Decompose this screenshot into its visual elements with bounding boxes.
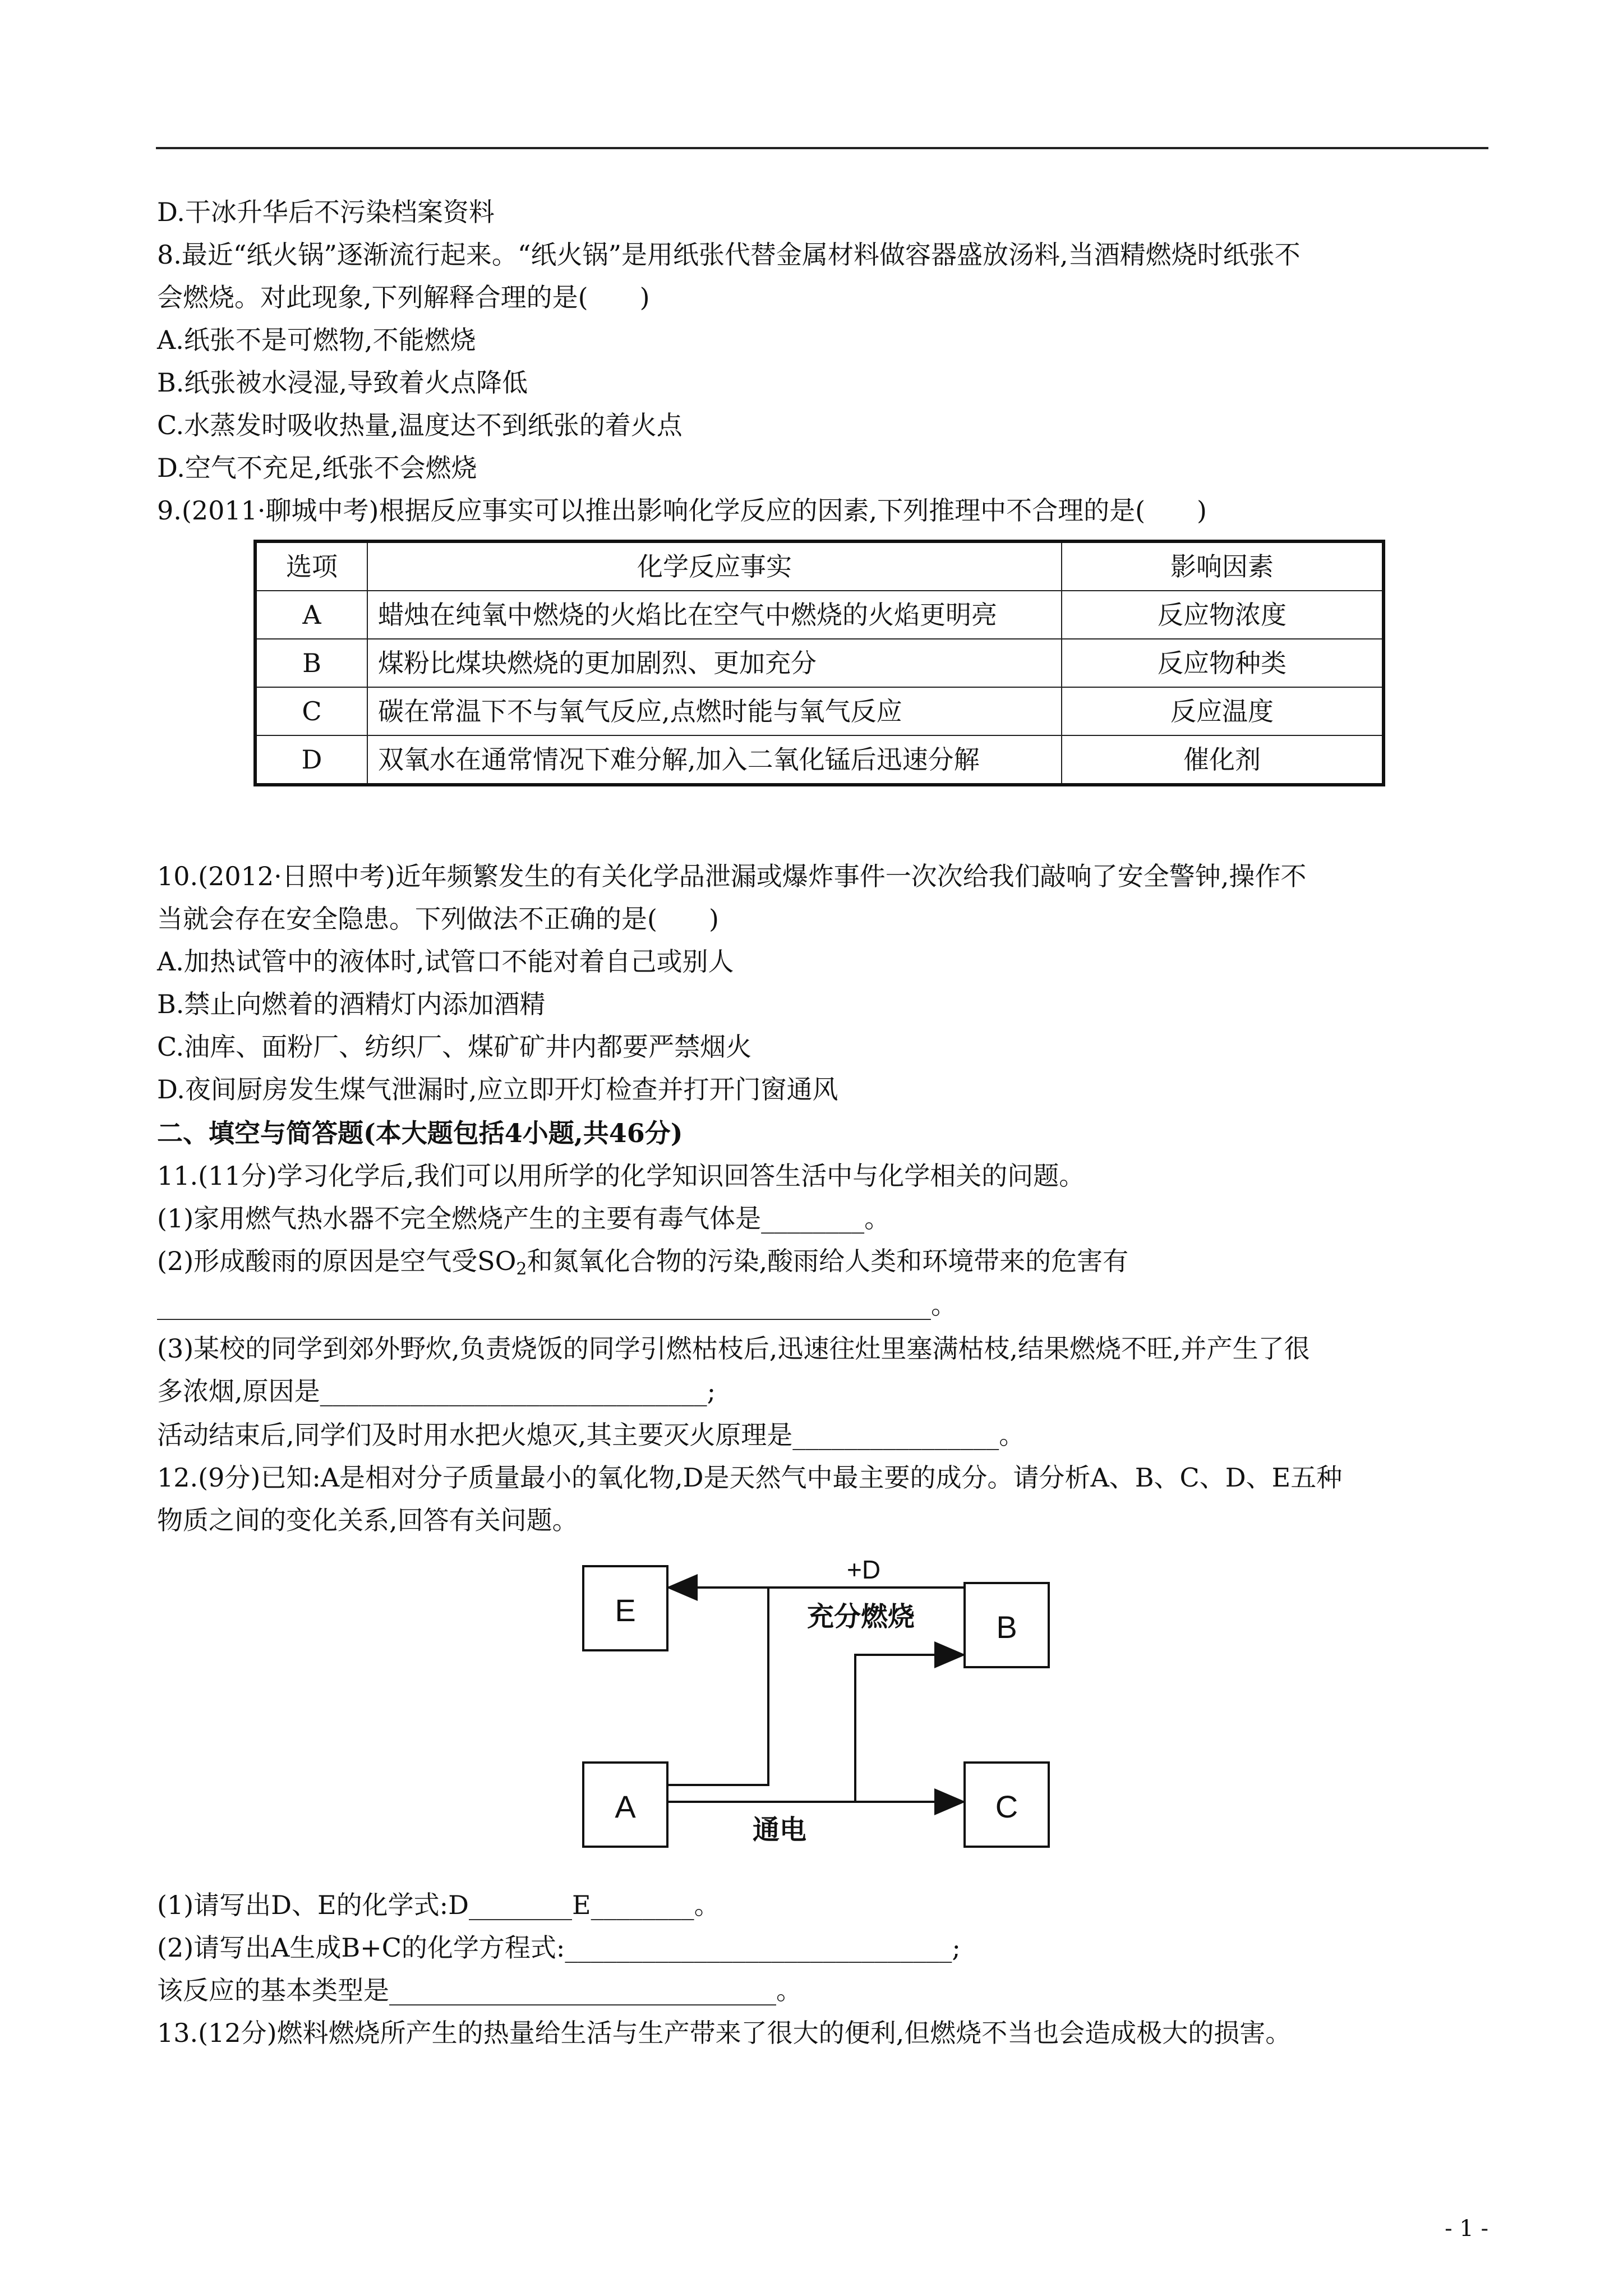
option-b: B.禁止向燃着的酒精灯内添加酒精 — [157, 989, 546, 1019]
option-d: D.夜间厨房发生煤气泄漏时,应立即开灯检查并打开门窗通风 — [157, 1074, 838, 1105]
table-header-row — [255, 541, 1384, 591]
text-line: 会燃烧。对此现象,下列解释合理的是( ) — [157, 282, 650, 312]
blank-line: 活动结束后,同学们及时用水把火熄灭,其主要灭火原理是________________。 — [157, 1420, 1025, 1450]
option-a: A.纸张不是可燃物,不能燃烧 — [157, 325, 476, 355]
option-c: C.水蒸发时吸收热量,温度达不到纸张的着火点 — [157, 410, 683, 440]
header-rule — [156, 147, 1488, 149]
blank-line: 多浓烟,原因是______________________________; — [157, 1376, 716, 1406]
arrow-to-b — [855, 1655, 963, 1802]
row-factor: 催化剂 — [1062, 735, 1384, 785]
table-row — [255, 687, 1384, 735]
row-fact: 蜡烛在纯氧中燃烧的火焰比在空气中燃烧的火焰更明亮 — [367, 591, 1062, 639]
text-part: 和氮氧化合物的污染,酸雨给人类和环境带来的危害有 — [527, 1246, 1129, 1276]
header-factor: 影响因素 — [1062, 541, 1384, 591]
header-option: 选项 — [255, 541, 367, 591]
label-b: B — [996, 1609, 1017, 1645]
row-factor: 反应物浓度 — [1062, 591, 1384, 639]
row-factor: 反应温度 — [1062, 687, 1384, 735]
text-line: 当就会存在安全隐患。下列做法不正确的是( ) — [157, 904, 719, 934]
reaction-factor-table — [253, 540, 1385, 786]
label-c: C — [995, 1789, 1018, 1824]
text-line: 物质之间的变化关系,回答有关问题。 — [157, 1505, 578, 1535]
reaction-diagram — [578, 1555, 1060, 1858]
row-option: C — [255, 687, 367, 735]
page-number: - 1 - — [1445, 2216, 1488, 2242]
blank-line: (1)请写出D、E的化学式:D________E________。 — [157, 1890, 720, 1920]
text-line: D.干冰升华后不污染档案资料 — [157, 197, 495, 227]
path-a-to-e — [667, 1588, 768, 1785]
question-10: 10.(2012·日照中考)近年频繁发生的有关化学品泄漏或爆炸事件一次次给我们敲响了安全警钟,操作不 — [157, 861, 1307, 891]
question-8: 8.最近“纸火锅”逐渐流行起来。“纸火锅”是用纸张代替金属材料做容器盛放汤料,当酒精燃烧时纸张不 — [157, 240, 1301, 270]
row-option: B — [255, 639, 367, 687]
option-c: C.油库、面粉厂、纺织厂、煤矿矿井内都要严禁烟火 — [157, 1032, 752, 1062]
row-fact: 双氧水在通常情况下难分解,加入二氧化锰后迅速分解 — [367, 735, 1062, 785]
row-fact: 煤粉比煤块燃烧的更加剧烈、更加充分 — [367, 639, 1062, 687]
label-electrolysis: 通电 — [752, 1815, 807, 1845]
label-e: E — [615, 1593, 636, 1628]
label-plus-d: +D — [846, 1555, 881, 1584]
text-line — [157, 1244, 1128, 1286]
table-row — [255, 639, 1384, 687]
table-row — [255, 591, 1384, 639]
question-9: 9.(2011·聊城中考)根据反应事实可以推出影响化学反应的因素,下列推理中不合理的是( ) — [157, 495, 1207, 526]
row-fact: 碳在常温下不与氧气反应,点燃时能与氧气反应 — [367, 687, 1062, 735]
question-12: 12.(9分)已知:A是相对分子质量最小的氧化物,D是天然气中最主要的成分。请分析A、B、C、D、E五种 — [157, 1462, 1343, 1493]
row-option: A — [255, 591, 367, 639]
blank-line: 该反应的基本类型是______________________________。 — [157, 1975, 802, 2005]
text-part: (2)形成酸雨的原因是空气受SO — [157, 1246, 517, 1276]
option-b: B.纸张被水浸湿,导致着火点降低 — [157, 367, 528, 398]
question-11: 11.(11分)学习化学后,我们可以用所学的化学知识回答生活中与化学相关的问题。 — [157, 1161, 1085, 1191]
label-a: A — [615, 1789, 636, 1824]
blank-line: (2)请写出A生成B+C的化学方程式:______________________________; — [157, 1932, 961, 1963]
label-burn: 充分燃烧 — [806, 1602, 915, 1632]
subscript: 2 — [516, 1259, 527, 1279]
option-d: D.空气不充足,纸张不会燃烧 — [157, 453, 477, 483]
blank-line: ____________________________________________________________。 — [157, 1290, 957, 1320]
blank-line: (1)家用燃气热水器不完全燃烧产生的主要有毒气体是________。 — [157, 1203, 891, 1234]
option-a: A.加热试管中的液体时,试管口不能对着自己或别人 — [157, 946, 734, 977]
row-factor: 反应物种类 — [1062, 639, 1384, 687]
table-row — [255, 735, 1384, 785]
question-13: 13.(12分)燃料燃烧所产生的热量给生活与生产带来了很大的便利,但燃烧不当也会造成极大的损害。 — [157, 2018, 1292, 2048]
header-fact: 化学反应事实 — [367, 541, 1062, 591]
row-option: D — [255, 735, 367, 785]
section-heading: 二、填空与简答题(本大题包括4小题,共46分) — [157, 1118, 683, 1148]
text-line: (3)某校的同学到郊外野炊,负责烧饭的同学引燃枯枝后,迅速往灶里塞满枯枝,结果燃烧不旺,并产生了很 — [157, 1333, 1310, 1364]
